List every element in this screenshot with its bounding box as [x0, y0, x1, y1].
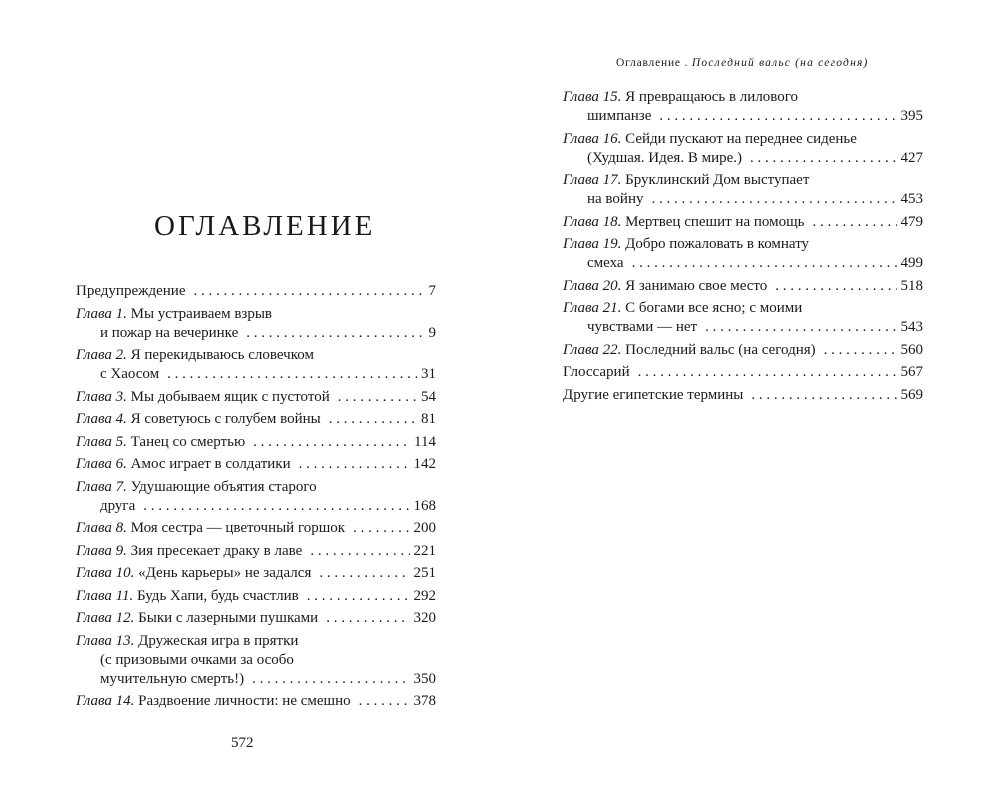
chapter-title: Мы добываем ящик с пустотой — [130, 388, 330, 405]
chapter-title: Мы устраиваем взрыв — [130, 305, 272, 322]
chapter-title: с Хаосом — [100, 366, 160, 382]
toc-page-number: 427 — [900, 149, 923, 166]
chapter-label: Глава 17. — [563, 172, 622, 188]
chapter-title: Другие египетские термины — [563, 386, 744, 403]
chapter-label: Глава 15. — [563, 89, 622, 105]
chapter-label: Глава 13. — [76, 632, 135, 649]
toc-entry-line — [76, 497, 436, 516]
toc-entry — [76, 609, 436, 628]
toc-entry-line — [76, 564, 436, 583]
dot-leader — [252, 670, 409, 689]
toc-entry-line — [76, 609, 436, 628]
toc-page-number: 54 — [421, 388, 436, 405]
dot-leader — [705, 318, 896, 337]
right-page — [500, 0, 1000, 800]
chapter-title: «День карьеры» не задался — [138, 565, 312, 581]
dot-leader — [353, 519, 409, 538]
toc-entry — [76, 305, 436, 343]
toc-list-left — [76, 282, 436, 715]
chapter-title: Будь Хапи, будь счастлив — [137, 587, 299, 604]
toc-entry-line — [76, 433, 436, 452]
dot-leader — [167, 365, 417, 384]
toc-page-number: 168 — [413, 497, 436, 514]
chapter-title: Быки с лазерными пушками — [138, 610, 319, 626]
chapter-title: Танец со смертью — [130, 433, 246, 450]
toc-page-number: 453 — [900, 191, 923, 207]
toc-entry-line — [76, 410, 436, 429]
toc-page-number: 320 — [413, 610, 436, 626]
chapter-label: Глава 2. — [76, 347, 127, 363]
chapter-title: на войну — [587, 191, 644, 207]
toc-entry — [563, 88, 923, 126]
chapter-label: Глава 16. — [563, 130, 622, 147]
toc-entry-line — [76, 651, 436, 670]
toc-page-number: 7 — [428, 283, 436, 299]
chapter-title: шимпанзе — [587, 108, 652, 124]
dot-leader — [651, 190, 896, 209]
toc-entry — [76, 519, 436, 538]
toc-page-number: 395 — [900, 108, 923, 124]
dot-leader — [299, 455, 410, 474]
chapter-title: смеха — [587, 255, 624, 271]
toc-page-number: 292 — [413, 587, 436, 604]
chapter-title: Я советуюсь с голубем войны — [130, 411, 321, 427]
chapter-label: Глава 19. — [563, 236, 622, 252]
toc-page-number: 499 — [900, 255, 923, 271]
chapter-title: Удушающие объятия старого — [130, 478, 317, 495]
chapter-label: Глава 9. — [76, 542, 127, 559]
toc-page-number: 378 — [413, 693, 436, 709]
dot-leader — [638, 363, 897, 382]
chapter-label: Глава 14. — [76, 693, 135, 709]
toc-entry-line — [76, 692, 436, 711]
toc-entry-line — [563, 130, 923, 149]
page-number: 572 — [231, 735, 254, 751]
dot-leader — [338, 388, 417, 407]
toc-page-number: 31 — [421, 366, 436, 382]
chapter-title: Предупреждение — [76, 283, 186, 299]
chapter-title: (с призовыми очками за особо — [100, 651, 294, 668]
toc-entry — [76, 433, 436, 452]
chapter-title: С богами все ясно; с моими — [625, 300, 803, 316]
toc-entry-line — [563, 341, 923, 360]
toc-page-number: 518 — [900, 277, 923, 294]
toc-entry — [563, 299, 923, 337]
chapter-title: Дружеская игра в прятки — [138, 632, 299, 649]
toc-entry-line — [563, 190, 923, 209]
toc-entry-line — [563, 299, 923, 318]
chapter-title: Сейди пускают на переднее сиденье — [625, 130, 857, 147]
chapter-title: Добро пожаловать в комнату — [625, 236, 810, 252]
toc-entry-line — [563, 318, 923, 337]
toc-entry — [563, 213, 923, 232]
chapter-label: Глава 1. — [76, 305, 127, 322]
chapter-label: Глава 21. — [563, 300, 622, 316]
toc-entry — [76, 282, 436, 301]
dot-leader — [319, 564, 409, 583]
toc-entry-line — [76, 542, 436, 561]
toc-entry-line — [563, 386, 923, 405]
chapter-label: Глава 10. — [76, 565, 135, 581]
toc-entry-line — [76, 478, 436, 497]
running-header — [616, 57, 869, 69]
chapter-title: (Худшая. Идея. В мире.) — [587, 149, 743, 166]
toc-entry-line — [563, 363, 923, 382]
toc-entry — [563, 130, 923, 168]
toc-entry-line — [563, 149, 923, 168]
chapter-title: мучительную смерть!) — [100, 670, 245, 687]
dot-leader — [253, 433, 410, 452]
dot-leader — [751, 386, 896, 405]
toc-entry-line — [563, 254, 923, 273]
toc-entry-line — [76, 632, 436, 651]
toc-entry — [76, 542, 436, 561]
toc-entry-line — [76, 519, 436, 538]
toc-title: ОГЛАВЛЕНИЕ — [154, 210, 376, 242]
dot-leader — [750, 149, 896, 168]
dot-leader — [143, 497, 409, 516]
chapter-title: Моя сестра — цветочный горшок — [130, 520, 346, 536]
toc-page-number: 567 — [900, 364, 923, 380]
toc-entry — [76, 410, 436, 429]
toc-entry-line — [563, 235, 923, 254]
dot-leader — [310, 542, 409, 561]
dot-leader — [359, 692, 410, 711]
toc-page-number: 81 — [421, 411, 436, 427]
toc-entry-line — [76, 670, 436, 689]
chapter-title: Я перекидываюсь словечком — [130, 347, 314, 363]
toc-entry — [563, 277, 923, 296]
toc-entry — [76, 692, 436, 711]
chapter-title: Раздвоение личности: не смешно — [138, 693, 351, 709]
dot-leader — [813, 213, 897, 232]
chapter-title: и пожар на вечеринке — [100, 324, 239, 341]
chapter-label: Глава 4. — [76, 411, 127, 427]
toc-entry — [563, 386, 923, 405]
toc-entry-line — [563, 107, 923, 126]
chapter-title: чувствами — нет — [587, 319, 698, 335]
toc-page-number: 200 — [413, 520, 436, 536]
dot-leader — [775, 277, 896, 296]
chapter-label: Глава 11. — [76, 587, 134, 604]
toc-page-number: 569 — [900, 386, 923, 403]
chapter-title: Зия пресекает драку в лаве — [130, 542, 303, 559]
dot-leader — [329, 410, 417, 429]
toc-entry — [563, 171, 923, 209]
toc-entry — [76, 388, 436, 407]
toc-entry-line — [563, 277, 923, 296]
toc-entry — [76, 455, 436, 474]
toc-entry — [76, 346, 436, 384]
toc-entry-line — [76, 282, 436, 301]
chapter-title: Я занимаю свое место — [625, 277, 768, 294]
chapter-title: Я превращаюсь в лилового — [625, 89, 799, 105]
toc-page-number: 142 — [413, 456, 436, 472]
dot-leader — [193, 282, 424, 301]
toc-entry-line — [76, 346, 436, 365]
toc-entry-line — [76, 388, 436, 407]
toc-entry — [563, 363, 923, 382]
toc-page-number: 350 — [413, 670, 436, 687]
chapter-title: Последний вальс (на сегодня) — [625, 341, 816, 358]
running-header-separator: . — [684, 57, 689, 69]
toc-page-number: 543 — [900, 319, 923, 335]
toc-page-number: 114 — [414, 433, 436, 450]
chapter-label: Глава 20. — [563, 277, 622, 294]
chapter-label: Глава 3. — [76, 388, 127, 405]
toc-entry — [563, 341, 923, 360]
toc-entry — [76, 478, 436, 516]
chapter-label: Глава 5. — [76, 433, 127, 450]
running-header-chapter: Последний вальс (на сегодня) — [691, 57, 869, 69]
toc-entry-line — [76, 587, 436, 606]
toc-page-number: 560 — [900, 341, 923, 358]
toc-entry-line — [563, 171, 923, 190]
toc-page-number: 479 — [900, 213, 923, 230]
toc-entry-line — [563, 88, 923, 107]
dot-leader — [307, 587, 410, 606]
chapter-title: Глоссарий — [563, 364, 630, 380]
chapter-label: Глава 18. — [563, 213, 622, 230]
toc-entry — [76, 564, 436, 583]
toc-entry — [76, 632, 436, 689]
toc-page-number: 221 — [413, 542, 436, 559]
running-header-section: Оглавление — [616, 57, 681, 69]
chapter-title: Мертвец спешит на помощь — [625, 213, 805, 230]
toc-page-number: 9 — [428, 324, 436, 341]
chapter-title: Амос играет в солдатики — [130, 456, 291, 472]
chapter-label: Глава 12. — [76, 610, 135, 626]
dot-leader — [246, 324, 424, 343]
chapter-label: Глава 7. — [76, 478, 127, 495]
chapter-title: друга — [100, 497, 136, 514]
toc-entry — [76, 587, 436, 606]
chapter-label: Глава 8. — [76, 520, 127, 536]
toc-page-number: 251 — [413, 565, 436, 581]
chapter-title: Бруклинский Дом выступает — [625, 172, 810, 188]
dot-leader — [326, 609, 409, 628]
dot-leader — [659, 107, 896, 126]
chapter-label: Глава 22. — [563, 341, 622, 358]
toc-entry-line — [76, 455, 436, 474]
toc-entry-line — [76, 324, 436, 343]
dot-leader — [824, 341, 897, 360]
dot-leader — [632, 254, 897, 273]
toc-entry-line — [76, 305, 436, 324]
toc-entry-line — [76, 365, 436, 384]
toc-entry — [563, 235, 923, 273]
toc-list-right — [563, 88, 923, 408]
chapter-label: Глава 6. — [76, 456, 127, 472]
toc-entry-line — [563, 213, 923, 232]
